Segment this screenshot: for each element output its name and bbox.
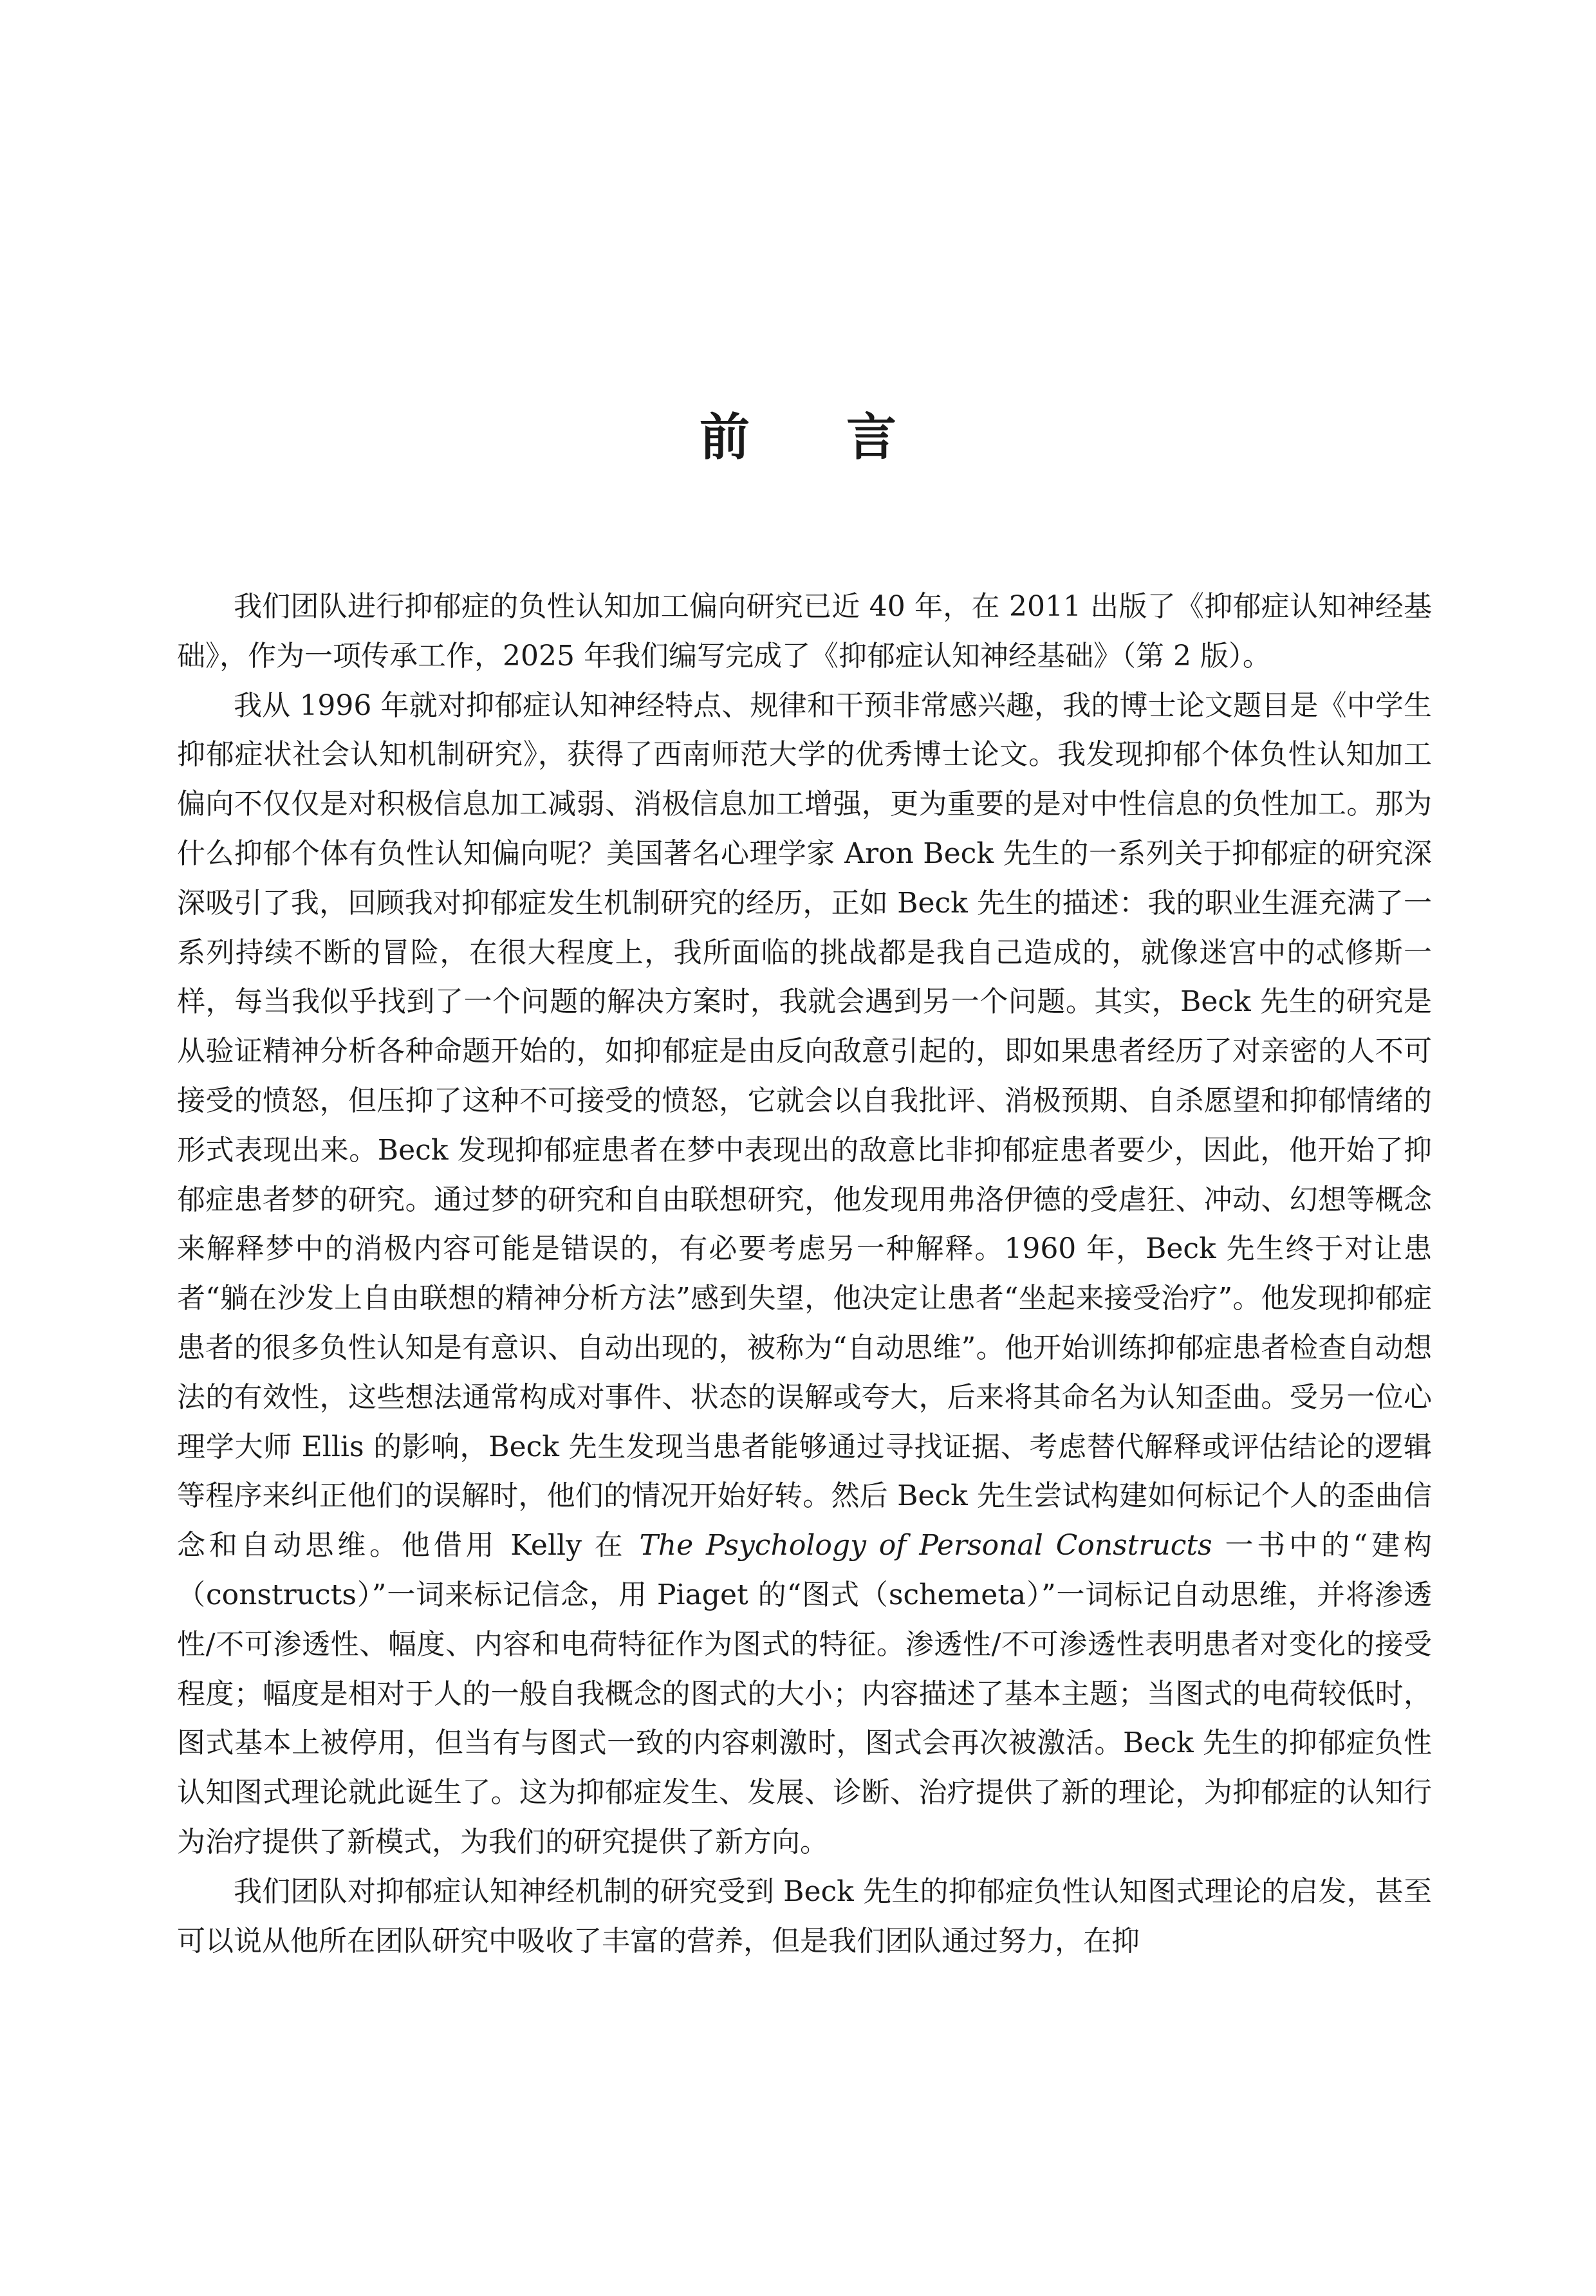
page-title [0,405,1596,470]
title-char-1: 前 [699,408,750,467]
paragraph-3-text: 我们团队对抑郁症认知神经机制的研究受到 Beck 先生的抑郁症负性认知图式理论的启发，甚至可以说从他所在团队研究中吸收了丰富的营养，但是我们团队通过努力，在抑 [177,1875,1432,1958]
paragraph-2-text-b: 一书中的“建构（constructs）”一词来标记信念，用 Piaget 的“图式（schemeta）”一词标记自动思维，并将渗透性/不可渗透性、幅度、内容和电荷特征作为图式的特征。渗透性/不可渗透性表明患者对变化的接受程度；幅度是相对于人的一般自我概念的图式的大小；内容描述了基本主题；当图式的电荷较低时，图式基本上被停用，但当有与图式一致的内容刺激时，图式会再次被激活。Beck 先生的抑郁症负性认知图式理论就此诞生了。这为抑郁症发生、发展、诊断、治疗提供了新的理论，为抑郁症的认知行为治疗提供了新模式，为我们的研究提供了新方向。 [177,1529,1432,1858]
paragraph-3 [177,1867,1432,1967]
preface-body [177,582,1432,1966]
paragraph-2-text-a: 我从 1996 年就对抑郁症认知神经特点、规律和干预非常感兴趣，我的博士论文题目是《中学生抑郁症状社会认知机制研究》，获得了西南师范大学的优秀博士论文。我发现抑郁个体负性认知加工偏向不仅仅是对积极信息加工减弱、消极信息加工增强，更为重要的是对中性信息的负性加工。那为什么抑郁个体有负性认知偏向呢？美国著名心理学家 Aron Beck 先生的一系列关于抑郁症的研究深深吸引了我，回顾我对抑郁症发生机制研究的经历，正如 Beck 先生的描述：我的职业生涯充满了一系列持续不断的冒险，在很大程度上，我所面临的挑战都是我自己造成的，就像迷宫中的忒修斯一样，每当我似乎找到了一个问题的解决方案时，我就会遇到另一个问题。其实，Beck 先生的研究是从验证精神分析各种命题开始的，如抑郁症是由反向敌意引起的，即如果患者经历了对亲密的人不可接受的愤怒，但压抑了这种不可接受的愤怒，它就会以自我批评、消极预期、自杀愿望和抑郁情绪的形式表现出来。Beck 发现抑郁症患者在梦中表现出的敌意比非抑郁症患者要少，因此，他开始了抑郁症患者梦的研究。通过梦的研究和自由联想研究，他发现用弗洛伊德的受虐狂、冲动、幻想等概念来解释梦中的消极内容可能是错误的，有必要考虑另一种解释。1960 年，Beck 先生终于对让患者“躺在沙发上自由联想的精神分析方法”感到失望，他决定让患者“坐起来接受治疗”。他发现抑郁症患者的很多负性认知是有意识、自动出现的，被称为“自动思维”。他开始训练抑郁症患者检查自动想法的有效性，这些想法通常构成对事件、状态的误解或夸大，后来将其命名为认知歪曲。受另一位心理学大师 Ellis 的影响，Beck 先生发现当患者能够通过寻找证据、考虑替代解释或评估结论的逻辑等程序来纠正他们的误解时，他们的情况开始好转。然后 Beck 先生尝试构建如何标记个人的歪曲信念和自动思维。他借用 Kelly 在 [177,689,1432,1562]
paragraph-1-text: 我们团队进行抑郁症的负性认知加工偏向研究已近 40 年，在 2011 出版了《抑郁症认知神经基础》，作为一项传承工作，2025 年我们编写完成了《抑郁症认知神经基础》（第 2 版）。 [177,590,1432,672]
title-char-2: 言 [846,408,897,467]
paragraph-2 [177,681,1432,1867]
book-title-italic: The Psychology of Personal Constructs [639,1529,1212,1562]
paragraph-1 [177,582,1432,681]
